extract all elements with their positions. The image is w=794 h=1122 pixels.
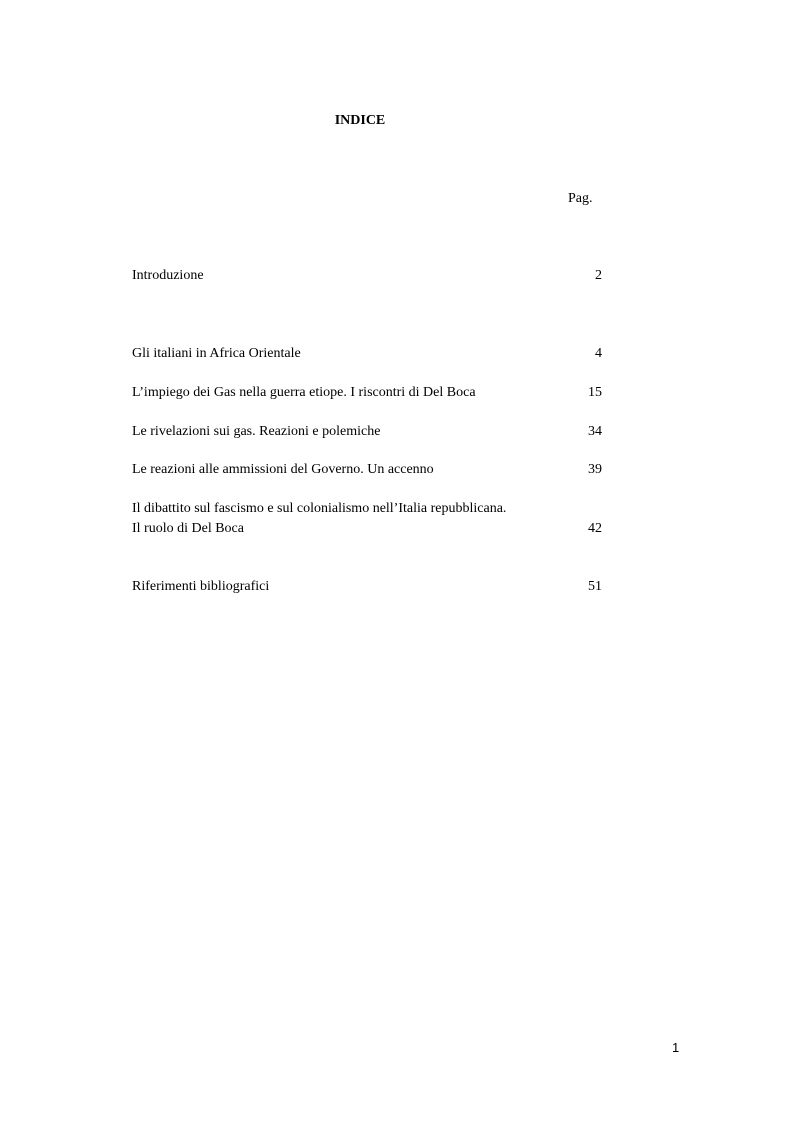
toc-entry-impiego-gas: L’impiego dei Gas nella guerra etiope. I riscontri di Del Boca bbox=[132, 385, 476, 400]
toc-entry-dibattito-fascismo-line2: Il ruolo di Del Boca bbox=[132, 521, 244, 536]
footer-page-number: 1 bbox=[672, 1040, 680, 1055]
toc-entry-riferimenti: Riferimenti bibliografici bbox=[132, 579, 270, 594]
toc-entry-africa-orientale: Gli italiani in Africa Orientale bbox=[132, 346, 301, 361]
toc-entry-page-rivelazioni-gas: 34 bbox=[588, 424, 602, 439]
toc-entry-page-introduzione: 2 bbox=[595, 268, 602, 283]
toc-entry-reazioni-governo: Le reazioni alle ammissioni del Governo. Un accenno bbox=[132, 462, 434, 477]
toc-entry-rivelazioni-gas: Le rivelazioni sui gas. Reazioni e polemiche bbox=[132, 424, 381, 439]
toc-entry-introduzione: Introduzione bbox=[132, 268, 204, 283]
toc-entry-page-riferimenti: 51 bbox=[588, 579, 602, 594]
page-column-header: Pag. bbox=[568, 191, 593, 206]
toc-entry-page-dibattito-fascismo: 42 bbox=[588, 521, 602, 536]
toc-entry-page-africa-orientale: 4 bbox=[595, 346, 602, 361]
toc-entry-page-reazioni-governo: 39 bbox=[588, 462, 602, 477]
toc-entry-page-impiego-gas: 15 bbox=[588, 385, 602, 400]
toc-entry-dibattito-fascismo-line1: Il dibattito sul fascismo e sul colonialismo nell’Italia repubblicana. bbox=[132, 501, 507, 516]
page-title: INDICE bbox=[334, 113, 386, 128]
